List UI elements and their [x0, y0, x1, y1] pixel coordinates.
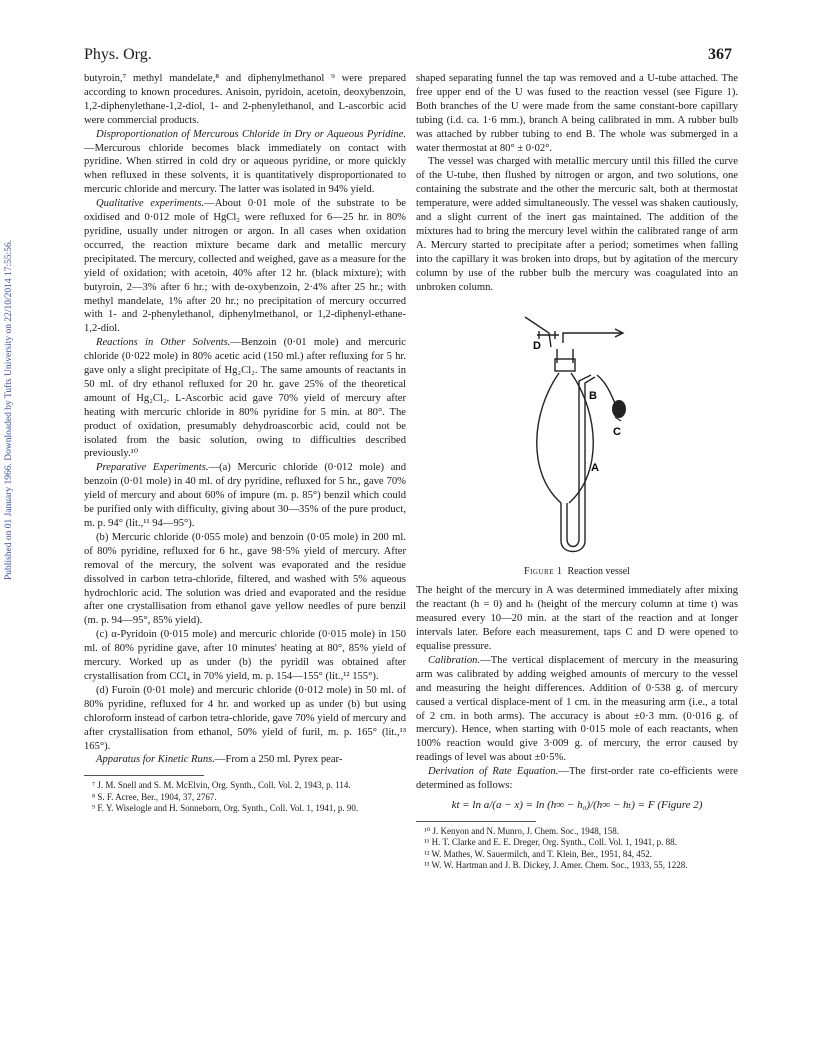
u-tube-inner — [567, 403, 579, 547]
paragraph-body: —The vertical displacement of mercury in the measuring arm was calibrated by adding weighed amounts of mercury to the vessel and measuring the height differences. Addition of 0·538 g. of mercury caused a vertical displace-ment of 1 cm. in the measuring arm (i.e., a total of 2 cm. in both arms). The accuracy is about ±0·3 mm. (0·016 g. of mercury). Hence, when starting with 0·015 mole of each reactants, when 100% reaction would give 3·009 g. of mercury, the error caused by readings of level was about ±0·5%. — [416, 654, 738, 764]
footnote: ⁸ S. F. Acree, Ber., 1904, 37, 2767. — [92, 791, 217, 802]
page-number: 367 — [708, 46, 732, 63]
paragraph — [84, 753, 406, 767]
left-column — [84, 72, 406, 815]
u-tube-outer — [561, 403, 585, 552]
paragraph: (d) Furoin (0·01 mole) and mercuric chloride (0·012 mole) in 50 ml. of 80% pyridine, refluxed for 4 hr. and worked up as under (b) but using chloroform instead of carbon tetra-chloride, gave 70% yield of mercury and after crystallisation from ethanol, 50% yield of furil, m. p. 165° (lit.,¹³ 165°). — [84, 684, 406, 752]
section-heading: Qualitative experiments. — [96, 198, 205, 210]
footnote-rule — [416, 821, 536, 822]
footnote: ⁹ F. Y. Wiselogle and H. Sonneborn, Org. Synth., Coll. Vol. 1, 1941, p. 90. — [92, 803, 359, 814]
footnote: ¹³ W. W. Hartman and J. B. Dickey, J. Amer. Chem. Soc., 1933, 55, 1228. — [424, 860, 688, 871]
paragraph-body: —About 0·01 mole of the substrate to be oxidised and 0·012 mole of HgCl₂ were refluxed for 6—25 hr. in 80% pyridine, usually under nitrogen or argon. In all cases when oxidation occurred, the reaction mixture became dark and metallic mercury precipitated. The mercury, collected and weighed, gave as a measure for the yield of oxidation; with acetoin, 40% after 12 hr. (black mixture); with butyroin, 2—3% after 6 hr.; with de-oxybenzoin, 2·4% after 25 hr.; with methyl mandelate, 1% after 20 hr.; no precipitation of mercury occurred with 1- and 2-phenylethanol, diphenylmethanol, or 1,2-diphenyl-ethane-1,2-diol. — [84, 198, 406, 335]
figure-reaction-vessel — [416, 295, 738, 563]
section-heading: Reactions in Other Solvents. — [96, 337, 231, 349]
paragraph-body: —Benzoin (0·01 mole) and mercuric chloride (0·022 mole) in 80% acetic acid (150 ml.) after refluxing for 5 hr. gave only a slight precipitate of Hg₂Cl₂. The same amounts of reactants in 50 ml. of dry ethanol refluxed for 20 hr. gave 25% of the theoretical amount of Hg₂Cl₂. L-Ascorbic acid gave 70% yield of mercury after heating with mercuric chloride in 80% pyridine for 5 min. at 80°. The product of oxidation, presumably dehydroascorbic acid, could not be isolated from the basic solution, owing to difficulties described previously.¹⁰ — [84, 337, 406, 460]
paragraph — [84, 336, 406, 461]
paragraph: The vessel was charged with metallic mercury until this filled the curve of the U-tube, then flushed by nitrogen or argon, and two solutions, one containing the substrate and the other the mercuric salt, both at thermostat temperature, were added simultaneously. The vessel was shaken cautiously, and a slight current of the inert gas maintained. The addition of the mixtures had to bring the mercury level within the calibrated range of arm A. Mercury started to precipitate after a period; sometimes when falling into the capillary it was broken into drops, but by agitation of the mercury column by use of the rubber bulb the mercury was coagulated into an unbroken column. — [416, 156, 738, 293]
footnotes — [416, 826, 738, 872]
paragraph-body: —From a 250 ml. Pyrex pear- — [214, 754, 343, 766]
section-heading: Disproportionation of Mercurous Chloride in Dry or Aqueous Pyridine. — [96, 128, 406, 140]
paragraph-body: —The first-order rate co-efficients were determined as follows: — [416, 766, 738, 792]
footnote: ⁷ J. M. Snell and S. M. McElvin, Org. Synth., Coll. Vol. 2, 1943, p. 114. — [92, 780, 351, 791]
figure-caption — [416, 565, 738, 579]
outlet-tube — [563, 333, 621, 343]
paragraph — [84, 197, 406, 336]
figure-number: Figure 1 — [524, 565, 563, 577]
paragraph — [84, 461, 406, 531]
label-b: B — [589, 389, 597, 402]
section-heading: Derivation of Rate Equation. — [428, 766, 559, 778]
footnote-rule — [84, 775, 204, 776]
stopper — [555, 359, 575, 371]
paragraph: (c) α-Pyridoin (0·015 mole) and mercuric chloride (0·015 mole) in 150 ml. of 80% pyridine gave, after 10 minutes' heating at 80°, 85% yield of mercury. Worked up as under (b) the pyridil was obtained after crystallisation from CCl₄ in 70% yield, m. p. 154—155° (lit.,¹² 155°). — [84, 629, 406, 682]
footnote: ¹² W. Mathes, W. Sauermilch, and T. Klein, Ber., 1951, 84, 452. — [424, 848, 653, 859]
section-heading: Preparative Experiments. — [96, 462, 209, 474]
download-notice[interactable]: Published on 01 January 1966. Downloaded by Tufts University on 22/10/2014 17:55:56. — [4, 239, 14, 580]
footnote: ¹⁰ J. Kenyon and N. Munro, J. Chem. Soc., 1948, 158. — [424, 825, 620, 836]
footnote: ¹¹ H. T. Clarke and E. E. Dreger, Org. Synth., Coll. Vol. 1, 1941, p. 88. — [424, 837, 677, 848]
figure-title: Reaction vessel — [567, 565, 630, 577]
paragraph-body: —Mercurous chloride becomes black immediately on contact with pyridine. When stirred in cold dry or aqueous pyridine, or more quickly when refluxed in these solvents, it is quantitatively disproportionated to mercuric chloride and mercury. The latter was isolated in 94% yield. — [84, 142, 406, 196]
label-a: A — [591, 461, 599, 474]
rate-equation: kt = ln a/(a − x) = ln (h∞ − h₀)/(h∞ − hₜ) = F (Figure 2) — [451, 799, 703, 811]
paragraph — [416, 765, 738, 793]
vessel-neck — [557, 349, 573, 363]
rubber-tubing — [597, 375, 615, 403]
right-column — [416, 72, 738, 872]
paragraph: shaped separating funnel the tap was removed and a U-tube attached. The free upper end of the U was fused to the reaction vessel (see Figure 1). Both branches of the U were made from the same constant-bore capillary tubing (i.d. ca. 1·6 mm.), branch A being calibrated in mm. A rubber bulb was attached by rubber tubing to end B. The whole was submerged in a water thermostat at 80° ± 0·02°. — [416, 73, 738, 154]
reaction-vessel-diagram — [511, 303, 651, 561]
paragraph: (b) Mercuric chloride (0·055 mole) and benzoin (0·05 mole) in 200 ml. of 80% pyridine, refluxed for 6 hr., gave 98·5% yield of mercury. After removal of the mercury, the solvent was evaporated and the residue dissolved in carbon tetra-chloride, filtered, and washed with 5% aqueous hydrochloric acid. The solution was dried and evaporated and the residue after one crystallisation from ethanol gave yellow needles of pure benzil (m. p. 94—95°, 85% yield). — [84, 531, 406, 627]
section-heading: Calibration. — [428, 654, 481, 666]
rubber-bulb — [612, 400, 626, 418]
journal-name: Phys. Org. — [84, 46, 152, 63]
footnotes — [84, 780, 406, 815]
paragraph — [84, 128, 406, 198]
label-c: C — [613, 425, 621, 438]
section-heading: Apparatus for Kinetic Runs. — [96, 754, 215, 766]
paragraph: butyroin,⁷ methyl mandelate,⁸ and diphenylmethanol ⁹ were prepared according to known procedures. Anisoin, pyridoin, acetoin, deoxybenzoin, 1,2-diphenylethane-1,2-diol, 1- and 2-phenylethanol, and L-ascorbic acid were commercial products. — [84, 73, 406, 126]
paragraph-body: —(a) Mercuric chloride (0·012 mole) and benzoin (0·01 mole) in 40 ml. of dry pyridine, refluxed for 5 hr., gave 70% yield of mercury and about 60% of impure (m. p. 85°) benzil which could be purified only with difficulty, giving about 30—35% of the pure product, m. p. 94° (lit.,¹¹ 94—95°). — [84, 462, 406, 529]
label-d: D — [533, 339, 541, 352]
paragraph: The height of the mercury in A was determined immediately after mixing the reactant (h = 0) and hₜ (height of the mercury column at time t) was measured every 10—20 min. at the start of the reaction and at longer intervals later. Before each measurement, taps C and D were opened to equalise pressure. — [416, 585, 738, 653]
paragraph — [416, 654, 738, 765]
